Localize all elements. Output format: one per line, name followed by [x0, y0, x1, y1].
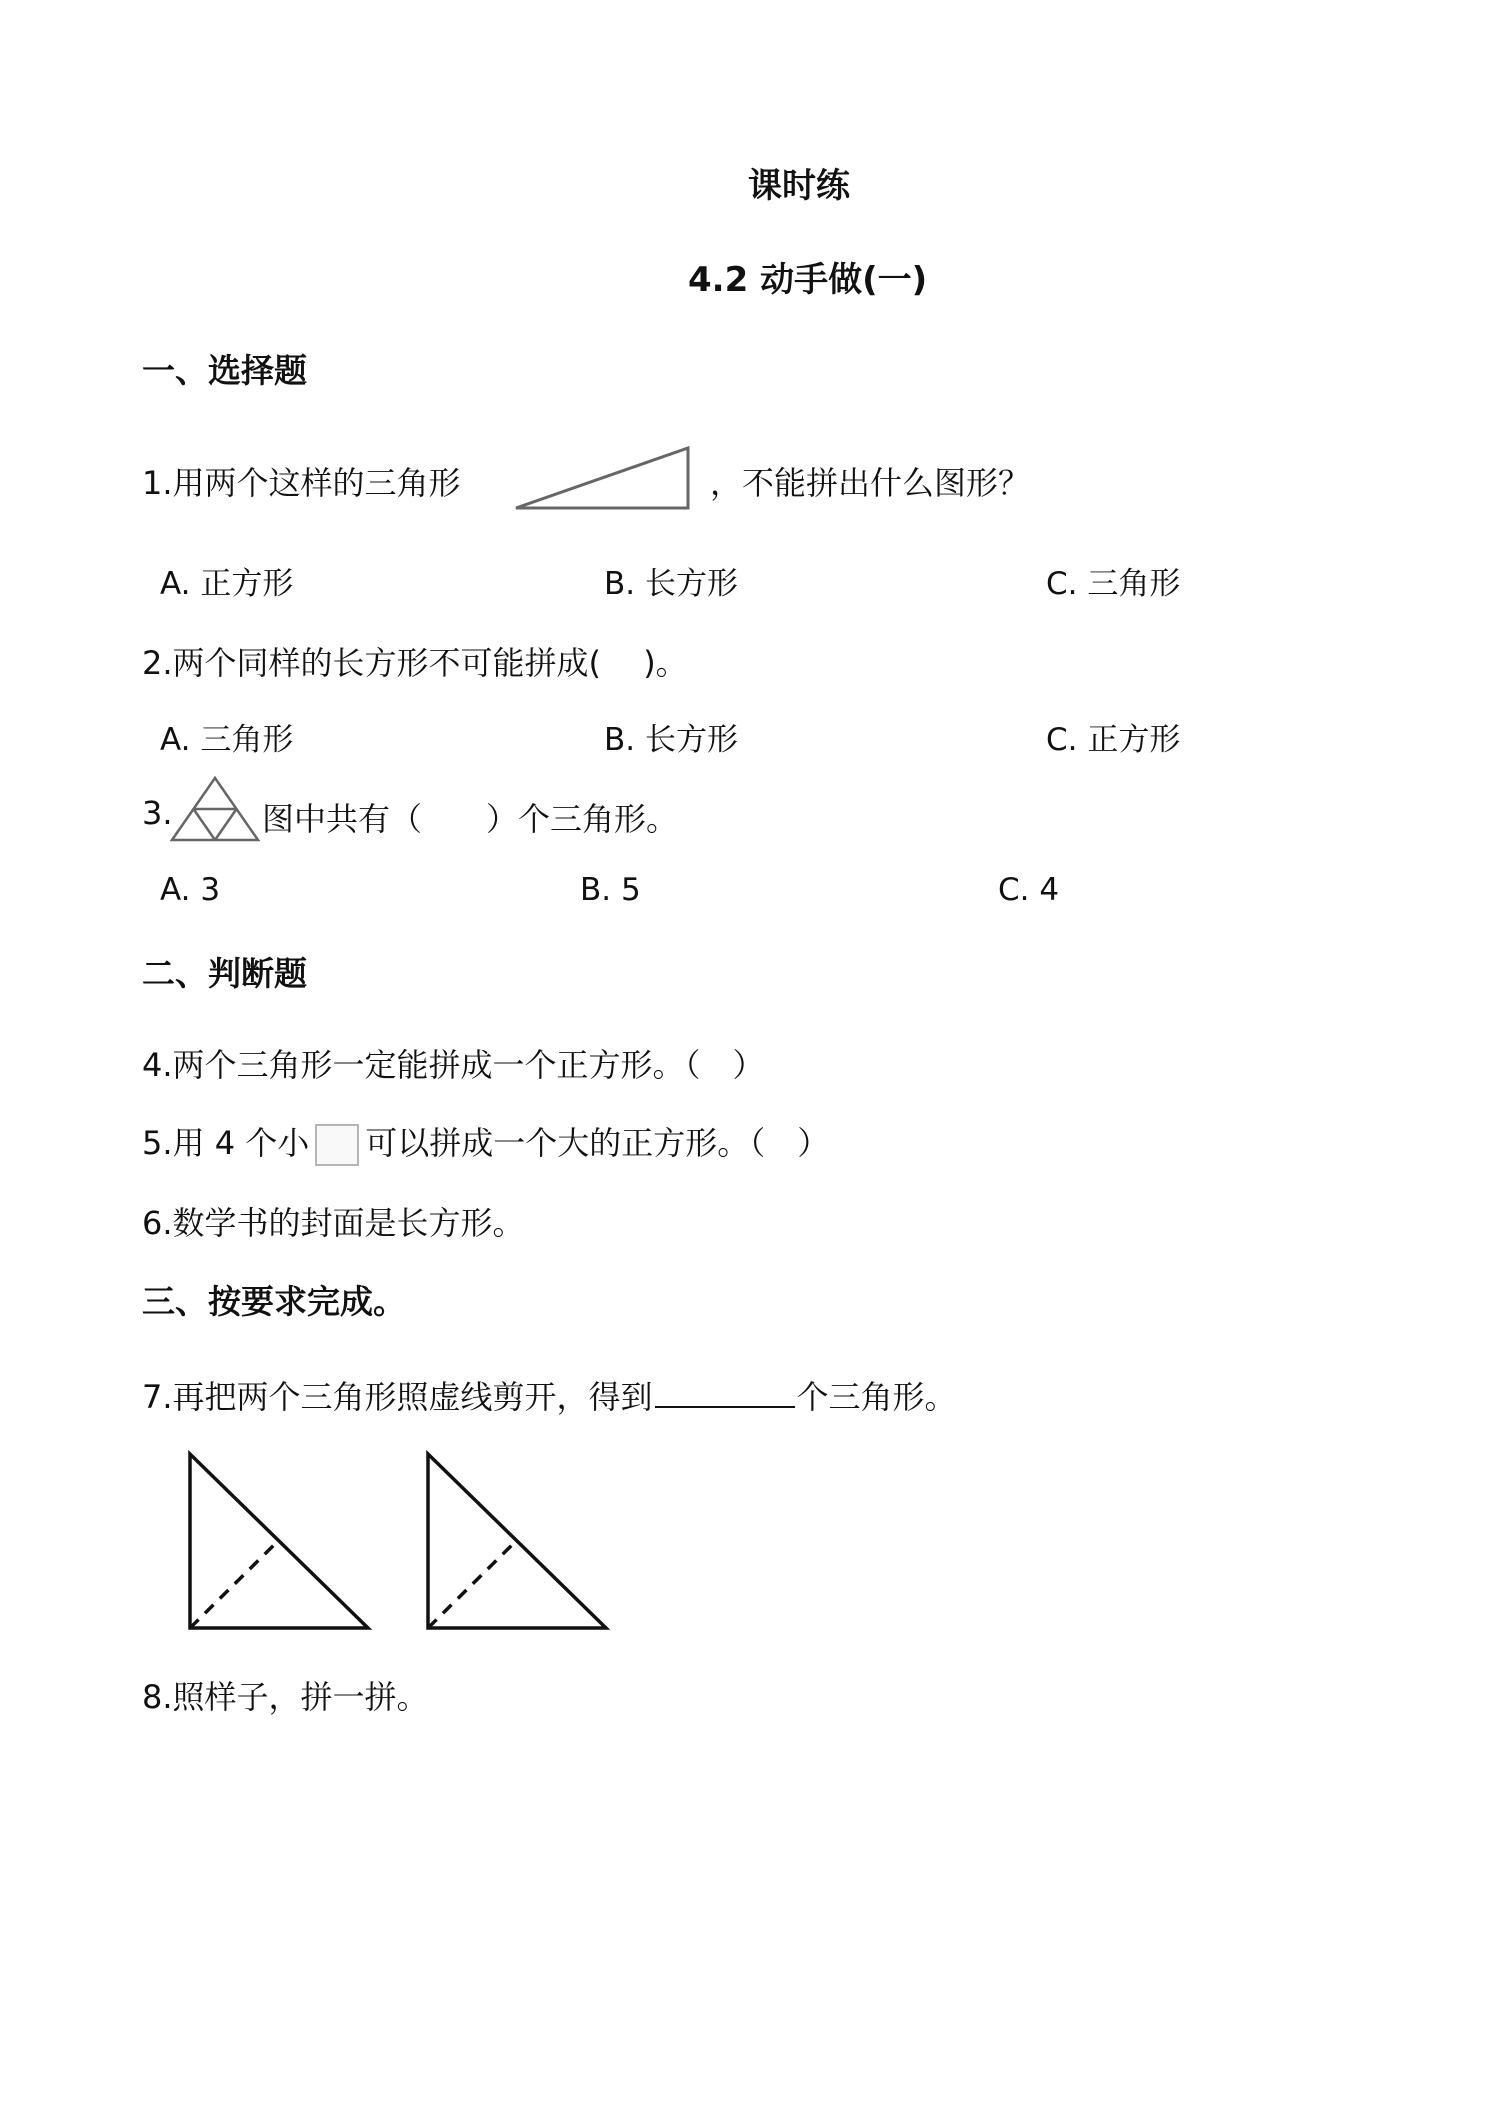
- question-5-suffix: 可以拼成一个大的正方形。（ ）: [365, 1124, 830, 1162]
- question-7-suffix: 个三角形。: [796, 1378, 957, 1416]
- question-3-prefix: 3.: [142, 794, 173, 832]
- triangle-figure-left: [180, 1448, 380, 1638]
- question-2-option-a[interactable]: A. 三角形: [160, 722, 294, 758]
- section-heading-choice: 一、选择题: [142, 351, 307, 390]
- question-3-option-a[interactable]: A. 3: [160, 872, 221, 908]
- question-2-option-c[interactable]: C. 正方形: [1046, 722, 1181, 758]
- question-6-text: 6.数学书的封面是长方形。: [142, 1204, 525, 1242]
- section-heading-judgement: 二、判断题: [142, 954, 307, 993]
- answer-blank[interactable]: [655, 1376, 795, 1408]
- question-5-text: [142, 1118, 829, 1166]
- question-7-prefix: 7.再把两个三角形照虚线剪开，得到: [142, 1378, 653, 1416]
- question-7-text: [142, 1372, 957, 1418]
- question-2-text: 2.两个同样的长方形不可能拼成( )。: [142, 644, 688, 682]
- question-2-option-b[interactable]: B. 长方形: [604, 722, 738, 758]
- question-3-option-c[interactable]: C. 4: [998, 872, 1060, 908]
- question-3-option-b[interactable]: B. 5: [580, 872, 641, 908]
- question-1-suffix: ，不能拼出什么图形？: [710, 464, 1031, 502]
- triangle-figure-right: [418, 1448, 618, 1638]
- question-1-option-b[interactable]: B. 长方形: [604, 566, 738, 602]
- question-8-text: 8.照样子，拼一拼。: [142, 1678, 429, 1716]
- question-1-prefix: 1.用两个这样的三角形: [142, 464, 461, 502]
- right-triangle-figure: [512, 444, 692, 514]
- page-subtitle: 4.2 动手做(一): [688, 260, 928, 300]
- question-1-option-a[interactable]: A. 正方形: [160, 566, 294, 602]
- question-5-prefix: 5.用 4 个小: [142, 1124, 310, 1162]
- section-heading-tasks: 三、按要求完成。: [142, 1282, 406, 1321]
- question-3-suffix: 图中共有（ ）个三角形。: [262, 800, 679, 838]
- question-4-text: 4.两个三角形一定能拼成一个正方形。（ ）: [142, 1046, 765, 1084]
- question-1-option-c[interactable]: C. 三角形: [1046, 566, 1181, 602]
- page-title: 课时练: [748, 166, 850, 206]
- triangle-grid-figure: [170, 776, 260, 842]
- small-square-figure: [315, 1124, 359, 1166]
